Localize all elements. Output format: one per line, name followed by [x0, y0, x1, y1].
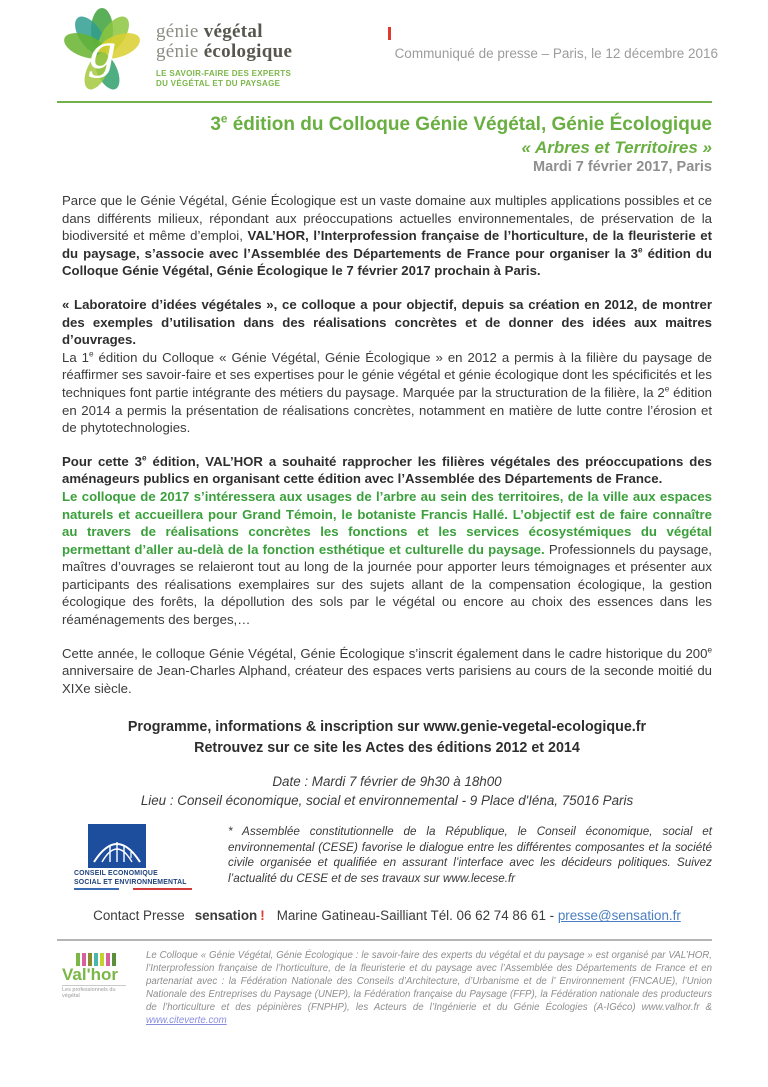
press-release-dateline: Communiqué de presse – Paris, le 12 décembre 2016: [394, 46, 718, 61]
contact-press-line: [62, 908, 712, 923]
cese-section: [62, 824, 712, 890]
title-block: [62, 112, 712, 176]
footer-divider: [57, 939, 712, 941]
paragraph-colloque-2017: Le colloque de 2017 s’intéressera aux usages de l’arbre au sein des territoires, de la ville aux espaces naturels et accueillera pour Grand Témoin, le botaniste Francis Hallé. L’objectif est de faire connaître au travers de réalisations concrètes les fonctions et les services écosystémiques du végétal permettant d’aller au-delà de la fonction esthétique et culturelle du paysage. Professionnels du paysage, maîtres d’ouvrages se relaieront tout au long de la journée pour apporter leurs témoignages et présenter aux participants des réalisations exemplaires sur des sujets allant de la compensation écologique, la gestion écologique des forêts, la dépollution des sols par le végétal ou encore au choix des essences dans les réaménagements des berges,…: [62, 488, 712, 628]
valhor-tagline: Les professionnels du végétal: [62, 985, 126, 999]
leaf-logo-icon: [56, 8, 148, 98]
header-divider: [57, 101, 712, 103]
logo-wordmark-line2: génie écologique: [156, 41, 293, 62]
cese-tricolor-underline: [74, 888, 192, 890]
valhor-logo: [62, 949, 134, 999]
citeverte-link[interactable]: www.citeverte.com: [146, 1015, 227, 1027]
paragraph-editions-history: La 1e édition du Colloque « Génie Végétal, Génie Écologique » en 2012 a permis à la filière du paysage de réaffirmer ses savoir-faire et ses expertises pour le génie végétal et génie écologique dont les spécificités et les techniques font partie intégrante des métiers du paysage. Marquée par la structuration de la filière, la 2e édition en 2014 a permis la présentation de réalisations concrètes, notamment en matière de lutte contre l’érosion et de phytotechnologies.: [62, 349, 713, 436]
valhor-name: Val'hor: [62, 965, 119, 985]
paragraph-laboratoire-bold: « Laboratoire d’idées végétales », ce colloque a pour objectif, depuis sa création en 2012, de montrer des exemples d’utilisation dans des réalisations concrètes et de donner des idées aux maitres d’ouvrages.: [62, 296, 712, 348]
footer: [62, 949, 712, 1027]
cta-block: [62, 717, 712, 758]
genie-vegetal-logo: [56, 8, 292, 98]
logo-monogram: g: [87, 25, 117, 79]
green-highlight-text: Le colloque de 2017 s’intéressera aux usages de l’arbre au sein des territoires, de la ville aux espaces naturels et accueillera pour Grand Témoin, le botaniste Francis Hallé. L’objectif est de faire connaître au travers de réalisations concrètes les fonctions et les services écosystémiques du végétal permettant d’aller au-delà de la fonction esthétique et culturelle du paysage.: [62, 488, 712, 557]
title-subtitle: « Arbres et Territoires »: [521, 138, 712, 157]
press-email-link[interactable]: presse@sensation.fr: [557, 908, 681, 924]
event-place-line: Lieu : Conseil économique, social et environnemental - 9 Place d'Iéna, 75016 Paris: [140, 793, 634, 809]
paragraph-intro: Parce que le Génie Végétal, Génie Écologique est un vaste domaine aux multiples applications possibles et ce dans différents milieux, répondant aux préoccupations actuelles environnementales, de préservation de la biodiversité et même d’emploi, VAL’HOR, l’Interprofession française de l’horticulture, de la fleuristerie et du paysage, s’associe avec l’Assemblée des Départements de France pour organiser la 3e édition du Colloque Génie Végétal, Génie Écologique le 7 février 2017 prochain à Paris.: [62, 193, 712, 279]
agency-exclamation: !: [260, 908, 265, 924]
cta-actes-line: Retrouvez sur ce site les Actes des éditions 2012 et 2014: [194, 739, 580, 756]
logo-tagline: LE SAVOIR-FAIRE DES EXPERTS DU VÉGÉTAL ET DU PAYSAGE: [156, 69, 292, 88]
contact-details: Marine Gatineau-Sailliant Tél. 06 62 74 86 61 -: [276, 908, 558, 924]
paragraph-troisieme-edition-bold: Pour cette 3e édition, VAL’HOR a souhaité rapprocher les filières végétales des préoccupations des aménageurs publics en organisant cette édition avec l’Assemblée des Départements de France.: [62, 453, 713, 487]
logo-wordmark-line1: génie végétal: [156, 21, 263, 42]
contact-label: Contact Presse: [93, 908, 185, 924]
cese-building-icon: [88, 824, 146, 868]
cese-logo: [62, 824, 224, 890]
red-tick-mark: [388, 27, 391, 40]
paragraph-alphand-anniversary: Cette année, le colloque Génie Végétal, Génie Écologique s’inscrit également dans le cadre historique du 200e anniversaire de Jean-Charles Alphand, créateur des espaces verts parisiens au cours de la seconde moitié du XIXe siècle.: [62, 645, 712, 696]
event-date-line: Date : Mardi 7 février de 9h30 à 18h00: [272, 774, 502, 790]
cese-logo-caption: CONSEIL ECONOMIQUE SOCIAL ET ENVIRONNEMENTAL: [74, 870, 187, 886]
agency-name: sensation: [194, 908, 258, 924]
cta-website-line: Programme, informations & inscription sur www.genie-vegetal-ecologique.fr: [127, 719, 647, 736]
event-details: [62, 772, 712, 810]
page-title: 3e édition du Colloque Génie Végétal, Génie Écologique: [210, 112, 712, 135]
title-date: Mardi 7 février 2017, Paris: [533, 159, 712, 175]
cese-footnote: * Assemblée constitutionnelle de la République, le Conseil économique, social et environnemental (CESE) favorise le dialogue entre les différentes composantes et la société civile organisée et qualifiée en assurant l’interface avec les décideurs politiques. Suivez l’actualité du CESE et de ses travaux sur www.lecese.fr: [228, 825, 712, 885]
footer-legal-text: Le Colloque « Génie Végétal, Génie Écologique : le savoir-faire des experts du végétal et du paysage » est organisé par VAL’HOR, l’Interprofession française de l’horticulture, de la fleuristerie et du paysage avec l’Assemblée des Départements de France et en partenariat avec : la Fédération Nationale des Conseils d’Architecture, d’Urbanisme et de l’ Environnement (FNCAUE), l’Union Nationale des Entreprises du Paysage (UNEP), la Fédération française du Paysage (FFP), la Fédération nationale des producteurs de l’horticulture et des pépinières (FNPHP), les Acteurs de l’Ingénierie et du Génie Écologies (A-IGéco) www.valhor.fr & www.citeverte.com: [146, 950, 712, 1027]
